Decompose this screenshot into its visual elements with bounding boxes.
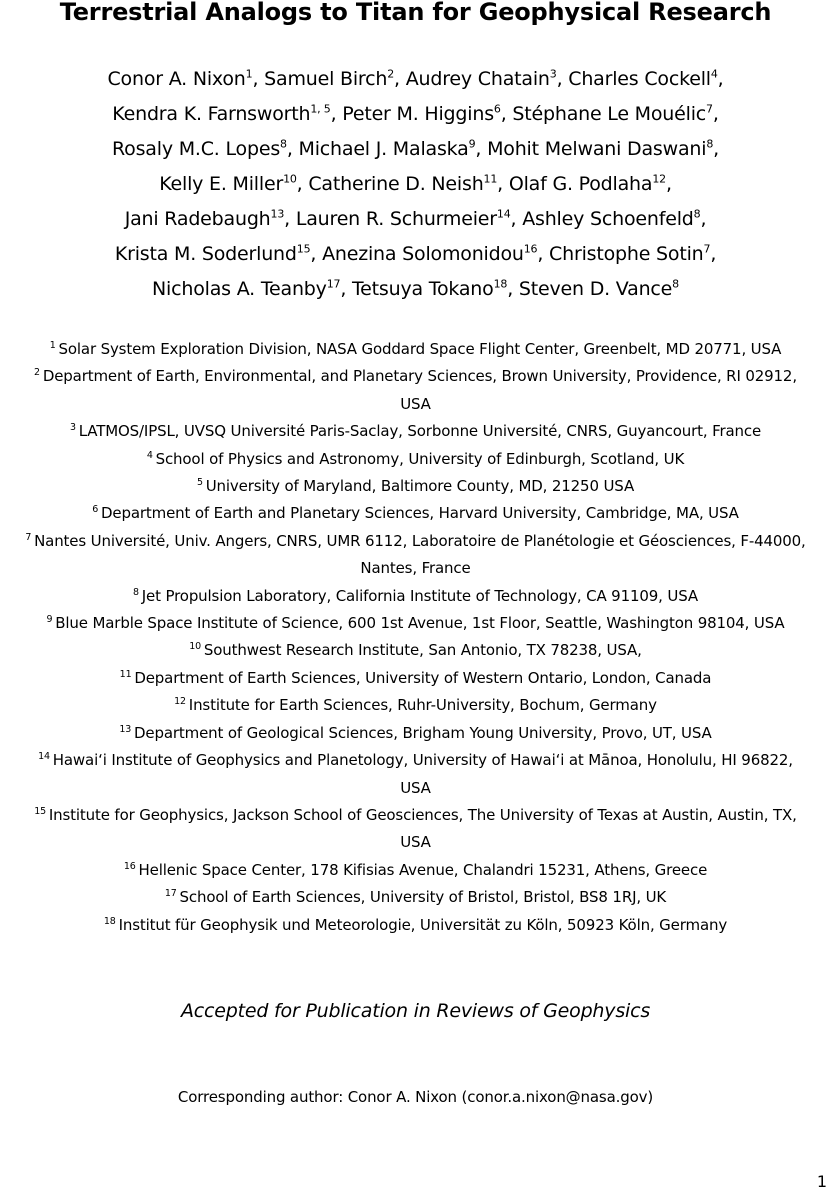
affiliation-number: 2	[34, 367, 40, 379]
author-affiliation-marker: 14	[496, 207, 511, 221]
author-name: Catherine D. Neish	[308, 173, 484, 195]
affiliation-line	[0, 363, 831, 390]
author-affiliation-marker: 7	[706, 102, 713, 116]
affiliation-line	[0, 912, 831, 939]
affiliation-line	[0, 610, 831, 637]
affiliation-number: 11	[119, 668, 132, 680]
author-name: Rosaly M.C. Lopes	[112, 138, 281, 160]
author-affiliation-marker: 1	[245, 67, 253, 81]
page-number: 1	[816, 1172, 827, 1191]
author-line: Rosaly M.C. Lopes$^8$, Michael J. Malaska$^9$, Mohit Melwani Daswani$^8$,	[112, 137, 719, 160]
affiliation-text: Blue Marble Space Institute of Science, 600 1st Avenue, 1st Floor, Seattle, Washington 98104, USA	[55, 614, 785, 633]
author-name: Lauren R. Schurmeier	[295, 208, 497, 230]
author-name: Peter M. Higgins	[342, 103, 494, 125]
affiliation-number: 7	[25, 531, 32, 543]
author-affiliation-marker: 12	[652, 172, 666, 186]
author-affiliation-marker: 2	[387, 67, 395, 81]
affiliation-number: 17	[164, 888, 177, 900]
affiliation-text: Department of Earth and Planetary Sciences, Harvard University, Cambridge, MA, USA	[100, 504, 739, 523]
affiliation-number: 1	[49, 340, 56, 351]
author-name: Christophe Sotin	[549, 243, 704, 265]
affiliation-line	[0, 555, 831, 582]
affiliation-number: 15	[34, 805, 47, 817]
affiliation-text: Nantes Université, Univ. Angers, CNRS, UMR 6112, Laboratoire de Planétologie et Géosciences, F-44000,	[34, 531, 806, 550]
author-name: Michael J. Malaska	[298, 138, 469, 160]
affiliation-line	[0, 637, 831, 664]
affiliation-line	[0, 857, 831, 884]
author-name: Audrey Chatain	[405, 68, 550, 90]
author-line: Kelly E. Miller$^{10}$, Catherine D. Neish$^{11}$, Olaf G. Podlaha$^{12}$,	[159, 172, 672, 195]
author-affiliation-marker: 8	[280, 137, 287, 151]
author-affiliation-marker: 8	[672, 277, 679, 291]
affiliation-list	[0, 336, 831, 939]
affiliation-text: Institut für Geophysik und Meteorologie, Universität zu Köln, 50923 Köln, Germany	[118, 915, 728, 934]
author-affiliation-marker: 4	[710, 67, 718, 81]
affiliation-line	[0, 802, 831, 829]
affiliation-number: 9	[46, 614, 53, 626]
publication-status: Accepted for Publication in Reviews of Geophysics	[180, 1000, 651, 1022]
author-affiliation-marker: 17	[326, 277, 341, 291]
author-line: Kendra K. Farnsworth$^{1, 5}$, Peter M. Higgins$^6$, Stéphane Le Mouélic$^7$,	[112, 102, 719, 125]
affiliation-number: 13	[119, 723, 132, 735]
author-name: Krista M. Soderlund	[114, 243, 297, 265]
author-affiliation-marker: 8	[706, 137, 714, 151]
affiliation-text: Solar System Exploration Division, NASA Goddard Space Flight Center, Greenbelt, MD 20771, USA	[58, 340, 782, 358]
affiliation-text: LATMOS/IPSL, UVSQ Université Paris-Saclay, Sorbonne Université, CNRS, Guyancourt, France	[78, 422, 762, 441]
affiliation-text: Institute for Geophysics, Jackson School of Geosciences, The University of Texas at Austin, Austin, TX,	[48, 805, 797, 824]
author-line: Jani Radebaugh$^{13}$, Lauren R. Schurmeier$^{14}$, Ashley Schoenfeld$^8$,	[124, 207, 707, 230]
author-affiliation-marker: 11	[483, 172, 498, 186]
affiliation-text: Nantes, France	[360, 559, 471, 578]
author-name: Steven D. Vance	[518, 278, 673, 300]
affiliation-line	[0, 391, 831, 418]
affiliation-number: 6	[92, 504, 99, 516]
author-affiliation-marker: 7	[703, 242, 711, 256]
affiliation-text: University of Maryland, Baltimore County, MD, 21250 USA	[205, 477, 635, 496]
author-name: Samuel Birch	[264, 68, 388, 90]
affiliation-line	[0, 884, 831, 911]
affiliation-text: Hawai‘i Institute of Geophysics and Planetology, University of Hawai‘i at Mānoa, Honolulu, HI 96822,	[52, 751, 793, 770]
author-name: Conor A. Nixon	[107, 68, 246, 90]
author-affiliation-marker: 1, 5	[310, 102, 331, 116]
author-affiliation-marker: 8	[693, 207, 701, 221]
affiliation-text: USA	[400, 394, 431, 413]
affiliation-number: 5	[196, 477, 203, 489]
affiliation-number: 16	[123, 860, 136, 872]
affiliation-line	[0, 829, 831, 856]
affiliation-line	[0, 418, 831, 445]
affiliation-number: 10	[189, 641, 202, 653]
author-name: Kendra K. Farnsworth	[112, 103, 311, 125]
affiliation-text: USA	[400, 833, 431, 852]
affiliation-text: School of Earth Sciences, University of Bristol, Bristol, BS8 1RJ, UK	[179, 888, 667, 907]
author-name: Tetsuya Tokano	[352, 278, 494, 300]
affiliation-number: 12	[174, 696, 186, 708]
author-affiliation-marker: 9	[468, 137, 476, 151]
affiliation-number: 8	[133, 586, 139, 598]
author-affiliation-marker: 3	[549, 67, 557, 81]
affiliation-line	[0, 336, 831, 363]
author-name: Mohit Melwani Daswani	[487, 138, 707, 160]
affiliation-line	[0, 528, 831, 555]
affiliation-text: School of Physics and Astronomy, University of Edinburgh, Scotland, UK	[155, 449, 685, 468]
author-affiliation-marker: 15	[296, 242, 311, 256]
affiliation-number: 4	[146, 449, 153, 461]
paper-title: Terrestrial Analogs to Titan for Geophysical Research	[59, 0, 772, 26]
author-list	[0, 62, 831, 307]
affiliation-line	[0, 692, 831, 719]
corresponding-author: Corresponding author: Conor A. Nixon (conor.a.nixon@nasa.gov)	[177, 1088, 654, 1106]
author-name: Stéphane Le Mouélic	[512, 103, 707, 125]
author-line: Krista M. Soderlund$^{15}$, Anezina Solomonidou$^{16}$, Christophe Sotin$^7$,	[114, 242, 717, 265]
author-affiliation-marker: 16	[523, 242, 538, 256]
author-name: Anezina Solomonidou	[322, 243, 524, 265]
author-affiliation-marker: 13	[270, 207, 285, 221]
author-name: Kelly E. Miller	[159, 173, 284, 195]
affiliation-text: Department of Earth Sciences, University of Western Ontario, London, Canada	[134, 668, 712, 687]
affiliation-line	[0, 500, 831, 527]
affiliation-text: Institute for Earth Sciences, Ruhr-University, Bochum, Germany	[188, 696, 657, 715]
affiliation-line	[0, 665, 831, 692]
author-name: Charles Cockell	[568, 68, 711, 90]
affiliation-line	[0, 583, 831, 610]
author-affiliation-marker: 6	[493, 102, 501, 116]
author-line: Conor A. Nixon$^1$, Samuel Birch$^2$, Audrey Chatain$^3$, Charles Cockell$^4$,	[107, 67, 724, 90]
affiliation-number: 3	[69, 422, 76, 434]
author-affiliation-marker: 18	[493, 277, 508, 291]
affiliation-number: 18	[103, 915, 116, 927]
affiliation-text: Department of Geological Sciences, Brigham Young University, Provo, UT, USA	[134, 723, 712, 742]
affiliation-line	[0, 720, 831, 747]
affiliation-number: 14	[38, 751, 50, 763]
affiliation-line	[0, 775, 831, 802]
affiliation-line	[0, 747, 831, 774]
affiliation-text: Hellenic Space Center, 178 Kifisias Avenue, Chalandri 15231, Athens, Greece	[138, 860, 708, 879]
affiliation-text: Department of Earth, Environmental, and Planetary Sciences, Brown University, Providence, RI 02912,	[42, 367, 797, 386]
author-name: Ashley Schoenfeld	[522, 208, 694, 230]
affiliation-line	[0, 446, 831, 473]
affiliation-line	[0, 473, 831, 500]
author-name: Nicholas A. Teanby	[152, 278, 327, 300]
affiliation-text: Southwest Research Institute, San Antonio, TX 78238, USA,	[203, 641, 642, 660]
author-name: Olaf G. Podlaha	[508, 173, 653, 195]
affiliation-text: USA	[400, 778, 431, 797]
author-name: Jani Radebaugh	[124, 208, 271, 230]
author-line: Nicholas A. Teanby$^{17}$, Tetsuya Tokano$^{18}$, Steven D. Vance$^8$	[152, 277, 679, 300]
affiliation-text: Jet Propulsion Laboratory, California Institute of Technology, CA 91109, USA	[141, 586, 698, 605]
author-affiliation-marker: 10	[283, 172, 297, 186]
